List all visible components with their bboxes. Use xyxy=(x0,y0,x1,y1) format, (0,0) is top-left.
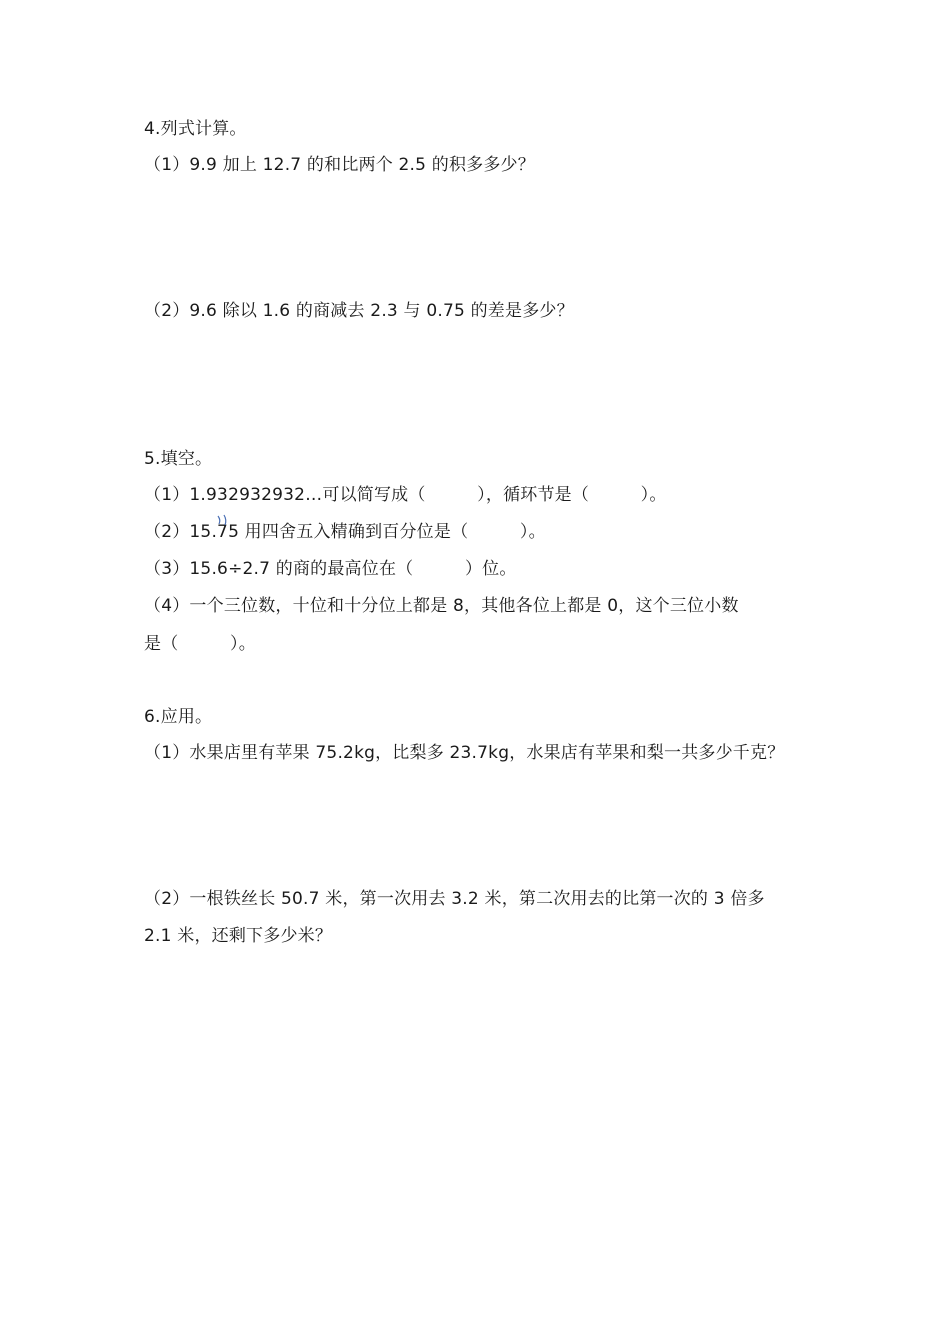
section-4-heading: 4.列式计算。 xyxy=(144,119,247,139)
section-5-heading: 5.填空。 xyxy=(144,449,213,469)
pen-mark-icon xyxy=(216,514,234,526)
question-6-2-line2: 2.1 米，还剩下多少米？ xyxy=(144,926,333,946)
question-5-4-line1: （4）一个三位数，十位和十分位上都是 8，其他各位上都是 0，这个三位小数 xyxy=(144,596,739,616)
question-5-1: （1）1.932932932…可以简写成（ ），循环节是（ ）。 xyxy=(144,485,667,505)
question-6-2-line1: （2）一根铁丝长 50.7 米，第一次用去 3.2 米，第二次用去的比第一次的 3 倍多 xyxy=(144,889,765,909)
section-6-heading: 6.应用。 xyxy=(144,707,213,727)
question-5-4-line2: 是（ ）。 xyxy=(144,634,256,654)
question-4-2: （2）9.6 除以 1.6 的商减去 2.3 与 0.75 的差是多少？ xyxy=(144,301,574,321)
question-6-1: （1）水果店里有苹果 75.2kg，比梨多 23.7kg，水果店有苹果和梨一共多少千克？ xyxy=(144,743,785,763)
question-5-2: （2）15.75 用四舍五入精确到百分位是（ ）。 xyxy=(144,522,546,542)
question-4-1: （1）9.9 加上 12.7 的和比两个 2.5 的积多多少？ xyxy=(144,155,535,175)
question-5-3: （3）15.6÷2.7 的商的最高位在（ ）位。 xyxy=(144,559,517,579)
